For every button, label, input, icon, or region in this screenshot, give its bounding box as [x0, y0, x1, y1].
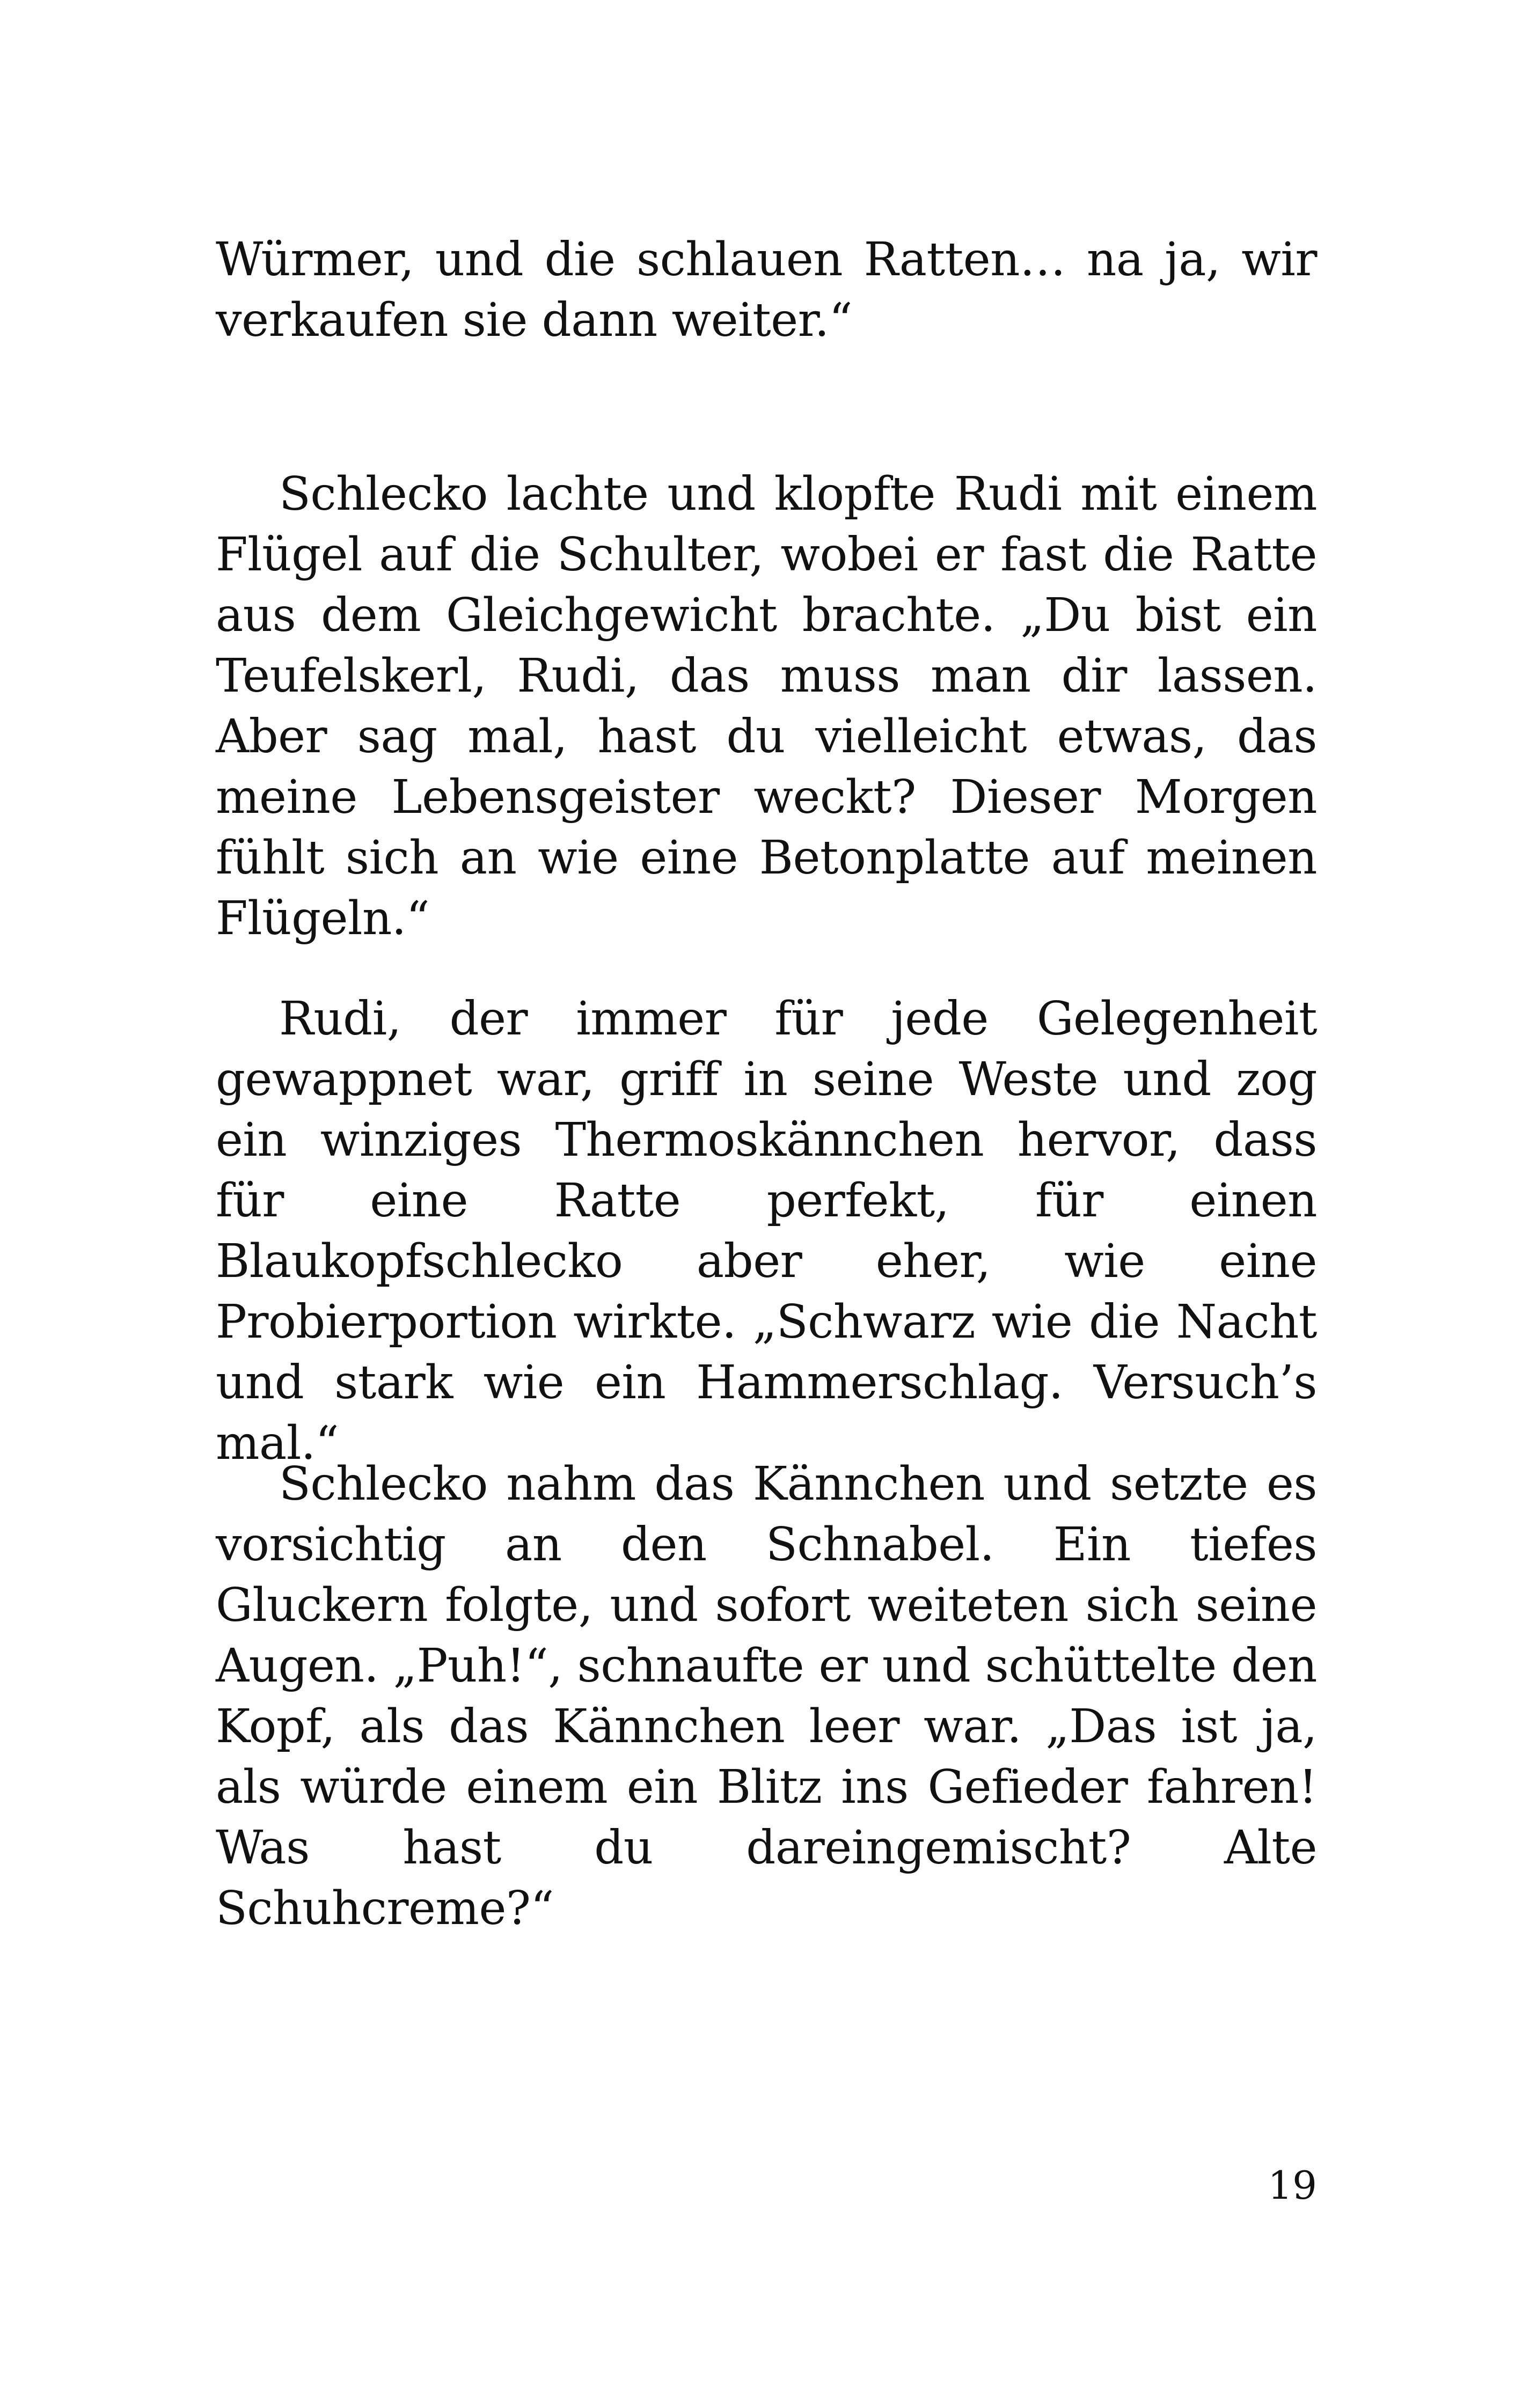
paragraph-3: Rudi, der immer für jede Gelegenheit gewappnet war, griff in seine Weste und zog ein winziges Thermoskännchen hervor, dass für eine Ratte perfekt, für einen Blaukopfschlecko aber eher, wie eine Probierportion wirkte. „Schwarz wie die Nacht und stark wie ein Hammerschlag. Versuch’s mal.“ — [216, 992, 1317, 1470]
paragraph-4: Schlecko nahm das Kännchen und setzte es vorsichtig an den Schnabel. Ein tiefes Gluckern folgte, und sofort weiteten sich seine Augen. „Puh!“, schnaufte er und schüttelte den Kopf, als das Kännchen leer war. „Das ist ja, als würde einem ein Blitz ins Gefieder fahren! Was hast du dareingemischt? Alte Schuhcreme?“ — [216, 1457, 1317, 1935]
paragraph-2: Schlecko lachte und klopfte Rudi mit einem Flügel auf die Schulter, wobei er fast die Ratte aus dem Gleichgewicht brachte. „Du bist ein Teufelskerl, Rudi, das muss man dir lassen. Aber sag mal, hast du vielleicht etwas, das meine Lebensgeister weckt? Dieser Morgen fühlt sich an wie eine Betonplatte auf meinen Flügeln.“ — [216, 467, 1317, 945]
page-number: 19 — [1268, 2163, 1317, 2208]
paragraph-1: Würmer, und die schlauen Ratten… na ja, wir verkaufen sie dann weiter.“ — [216, 233, 1317, 347]
